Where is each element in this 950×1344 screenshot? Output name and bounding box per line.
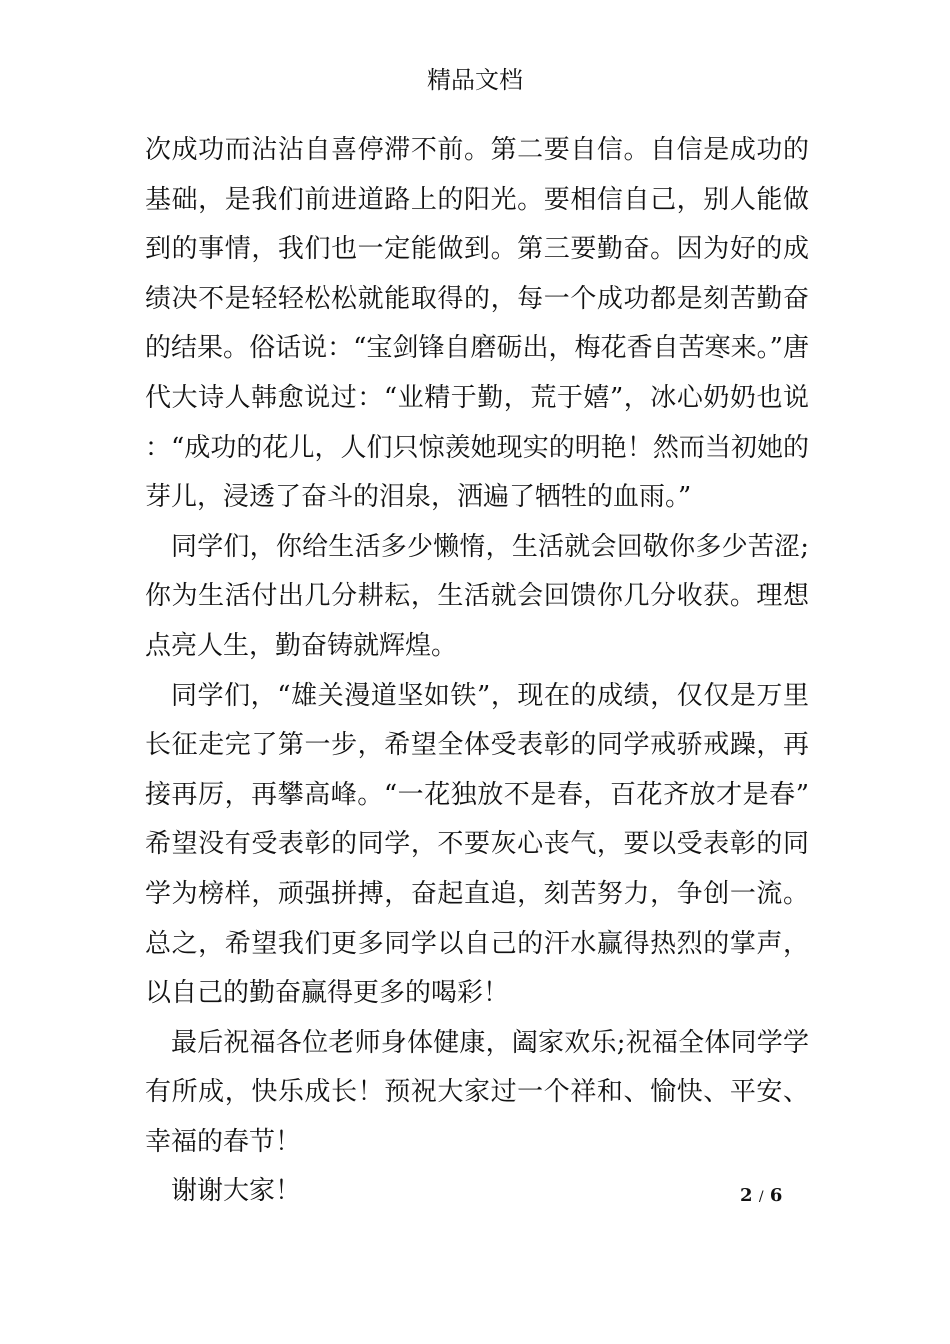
total-page-count: 6 [769,1185,783,1206]
paragraph-encouragement: 同学们，“雄关漫道坚如铁”，现在的成绩，仅仅是万里长征走完了第一步，希望全体受表彰的同学戒骄戒躁，再接再厉，再攀高峰。“一花独放不是春，百花齐放才是春”希望没有受表彰的同学，不要灰心丧气，要以受表彰的同学为榜样，顽强拼搏，奋起直追，刻苦努力，争创一流。总之，希望我们更多同学以自己的汗水赢得热烈的掌声，以自己的勤奋赢得更多的喝彩！ [145,680,809,1009]
paragraph-effort: 同学们，你给生活多少懒惰，生活就会回敬你多少苦涩;你为生活付出几分耕耘，生活就会回馈你几分收获。理想点亮人生，勤奋铸就辉煌。 [145,531,809,661]
paragraph-blessing: 最后祝福各位老师身体健康，阖家欢乐;祝福全体同学学有所成，快乐成长！预祝大家过一个祥和、愉快、平安、幸福的春节！ [145,1027,809,1157]
page-number-separator: / [758,1189,764,1205]
paragraph-continuation: 次成功而沾沾自喜停滞不前。第二要自信。自信是成功的基础，是我们前进道路上的阳光。要相信自己，别人能做到的事情，我们也一定能做到。第三要勤奋。因为好的成绩决不是轻轻松松就能取得的，每一个成功都是刻苦勤奋的结果。俗话说：“宝剑锋自磨砺出，梅花香自苦寒来。”唐代大诗人韩愈说过：“业精于勤，荒于嬉”，冰心奶奶也说：“成功的花儿，人们只惊羡她现实的明艳！然而当初她的芽儿，浸透了奋斗的泪泉，洒遍了牺牲的血雨。” [145,135,809,513]
page-number [740,1184,782,1209]
paragraph-thanks: 谢谢大家！ [171,1176,302,1207]
page-header-title: 精品文档 [427,66,523,94]
document-body [145,126,809,1217]
current-page-number: 2 [740,1185,753,1206]
